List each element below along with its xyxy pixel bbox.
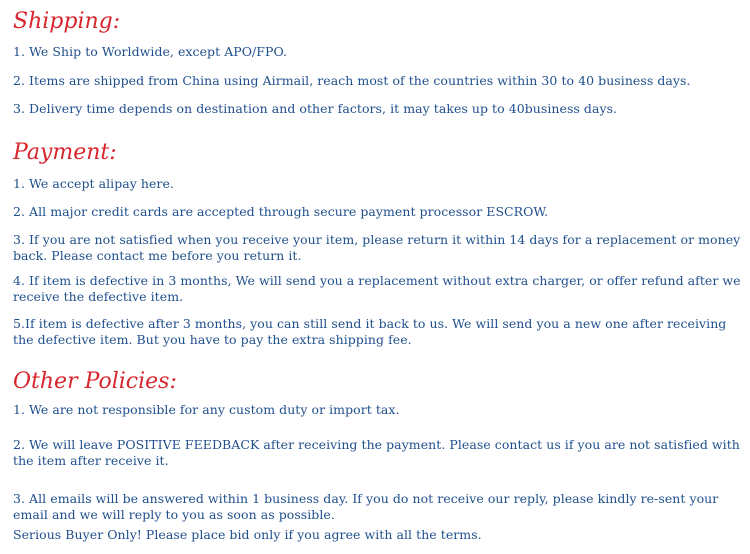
payment-item-3: 3. If you are not satisfied when you receive your item, please return it within 14 days for a replacement or money back. Please contact me before you return it. bbox=[13, 232, 741, 263]
policies-item-2: 2. We will leave POSITIVE FEEDBACK after receiving the payment. Please contact us if you are not satisfied with the item after receive it. bbox=[13, 437, 740, 468]
payment-item-5: 5.If item is defective after 3 months, you can still send it back to us. We will send you a new one after receiving the defective item. But you have to pay the extra shipping fee. bbox=[13, 316, 727, 347]
policies-closing: Serious Buyer Only! Please place bid only if you agree with all the terms. bbox=[13, 527, 482, 542]
payment-item-4: 4. If item is defective in 3 months, We will send you a replacement without extra charger, or offer refund after we receive the defective item. bbox=[13, 273, 741, 304]
policies-item-1: 1. We are not responsible for any custom duty or import tax. bbox=[13, 402, 400, 417]
payment-heading: Payment: bbox=[13, 140, 117, 165]
payment-item-2: 2. All major credit cards are accepted through secure payment processor ESCROW. bbox=[13, 204, 549, 219]
shipping-item-2: 2. Items are shipped from China using Airmail, reach most of the countries within 30 to 40 business days. bbox=[13, 73, 691, 88]
policies-item-3: 3. All emails will be answered within 1 business day. If you do not receive our reply, please kindly re-sent your email and we will reply to you as soon as possible. bbox=[13, 491, 719, 522]
shipping-item-3: 3. Delivery time depends on destination and other factors, it may takes up to 40business days. bbox=[13, 101, 618, 116]
payment-item-1: 1. We accept alipay here. bbox=[13, 176, 174, 191]
other-policies-heading: Other Policies: bbox=[13, 369, 177, 394]
shipping-item-1: 1. We Ship to Worldwide, except APO/FPO. bbox=[13, 44, 288, 59]
shipping-heading: Shipping: bbox=[13, 9, 121, 34]
